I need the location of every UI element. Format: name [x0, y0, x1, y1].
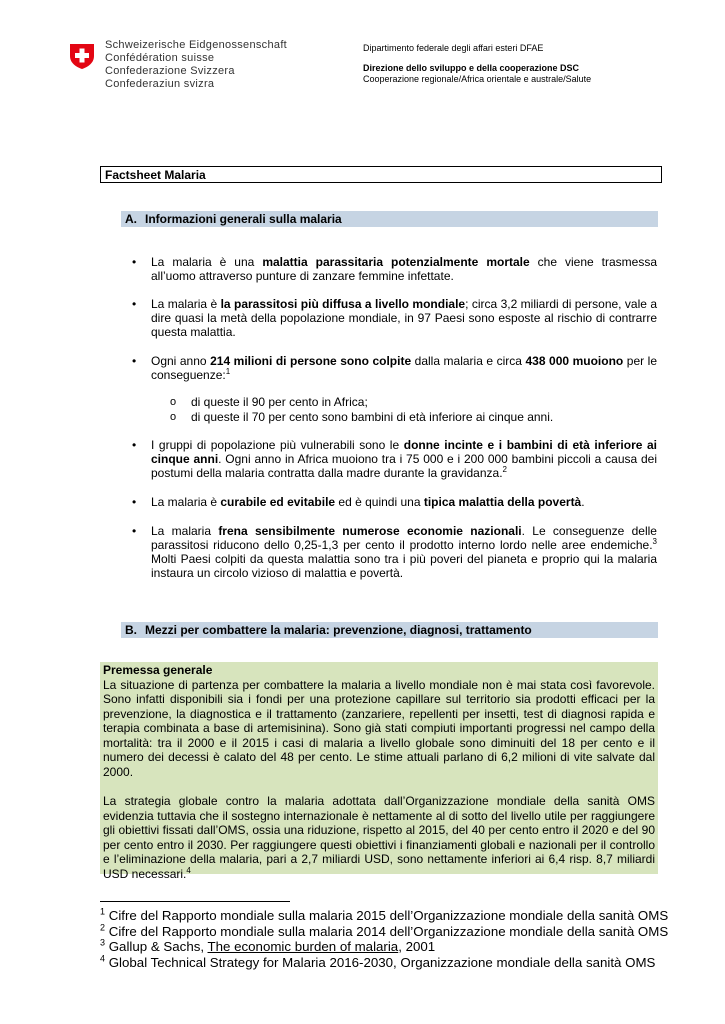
footnote-3-link[interactable]: The economic burden of malaria [207, 939, 399, 954]
footnote-4: $^4$ Global Technical Strategy for Malaria 2016-2030, Organizzazione mondiale della sanità OMS [100, 953, 656, 970]
section-b-letter: B. [125, 623, 137, 637]
org-line-rm: Confederaziun svizra [105, 78, 215, 90]
section-a-title: Informazioni generali sulla malaria [145, 212, 342, 226]
premessa-paragraph-1: La situazione di partenza per combattere la malaria a livello mondiale non è mai stata così favorevole. Sono infatti disponibili sia i fondi per una protezione capillare sul territorio sia prodotti efficaci per la prevenzione, la diagnostica e il trattamento (zanzariere, repellenti per insetti, test di diagnosi rapida e terapia combinata a base di artemisinina). Sono già stati compiuti importanti progressi nel campo della mortalità: tra il 2000 e il 2015 i casi di malaria a livello globale sono diminuiti del 18 per cento e il numero dei decessi è calato del 48 per cento. Le stime attuali parlano di 6,2 milioni di vite salvate dal 2000. [103, 677, 655, 779]
department-block [363, 43, 591, 85]
footnote-divider [100, 901, 290, 902]
directorate-name: Direzione dello sviluppo e della cooperazione DSC [363, 63, 580, 73]
footnote-1: $^1$ Cifre del Rapporto mondiale sulla malaria 2015 dell’Organizzazione mondiale della sanità OMS [100, 906, 669, 923]
org-line-de: Schweizerische Eidgenossenschaft [105, 39, 288, 51]
org-line-fr: Confédération suisse [105, 52, 215, 64]
bullet-icon: • [132, 495, 137, 509]
bullet-icon: • [132, 438, 137, 452]
division-name: Cooperazione regionale/Africa orientale e australe/Salute [363, 74, 592, 84]
footnotes [100, 908, 668, 970]
footnote-2: $^2$ Cifre del Rapporto mondiale sulla malaria 2014 dell’Organizzazione mondiale della sanità OMS [100, 922, 669, 939]
bullet-icon: • [132, 297, 137, 311]
premessa-paragraph-2: La strategia globale contro la malaria adottata dall’Organizzazione mondiale della sanità OMS evidenzia tuttavia che il sostegno internazionale è nettamente al di sotto del livello utile per raggiungere gli obiettivi fissati dall’OMS, ossia una riduzione, rispetto al 2015, del 40 per cento entro il 2020 e del 90 per cento entro il 2030. Per raggiungere questi obiettivi i finanziamenti globali e nazionali per il controllo e l’eliminazione della malaria, pari a 2,7 miliardi USD, sono nettamente inferiori ai 6,4 risp. 8,7 miliardi USD necessari.$^4$ [103, 794, 655, 881]
footnote-ref: 2 [502, 465, 507, 474]
footnote-ref: 4 [186, 865, 191, 875]
footnote-ref: 3 [652, 537, 657, 546]
footnote-3: $^3$ Gallup & Sachs, The economic burden of malaria, 2001 [100, 937, 436, 954]
circle-bullet-icon: o [170, 396, 177, 408]
bullet-icon: • [132, 524, 137, 538]
section-b-title: Mezzi per combattere la malaria: prevenzione, diagnosi, trattamento [145, 623, 532, 637]
section-a-letter: A. [125, 212, 137, 226]
premessa-heading: Premessa generale [103, 663, 213, 677]
dept-name: Dipartimento federale degli affari esteri DFAE [363, 43, 544, 53]
section-a-heading [121, 211, 658, 227]
confederation-names [105, 39, 287, 91]
circle-bullet-icon: o [170, 411, 177, 423]
section-b-heading [121, 622, 658, 638]
premessa-box [100, 662, 658, 881]
bullet-icon: • [132, 354, 137, 368]
swiss-crest-icon [68, 42, 96, 70]
footnote-ref: 1 [225, 367, 231, 376]
factsheet-title: Factsheet Malaria [100, 166, 662, 183]
bullet-icon: • [132, 255, 137, 269]
org-line-it: Confederazione Svizzera [105, 65, 235, 77]
